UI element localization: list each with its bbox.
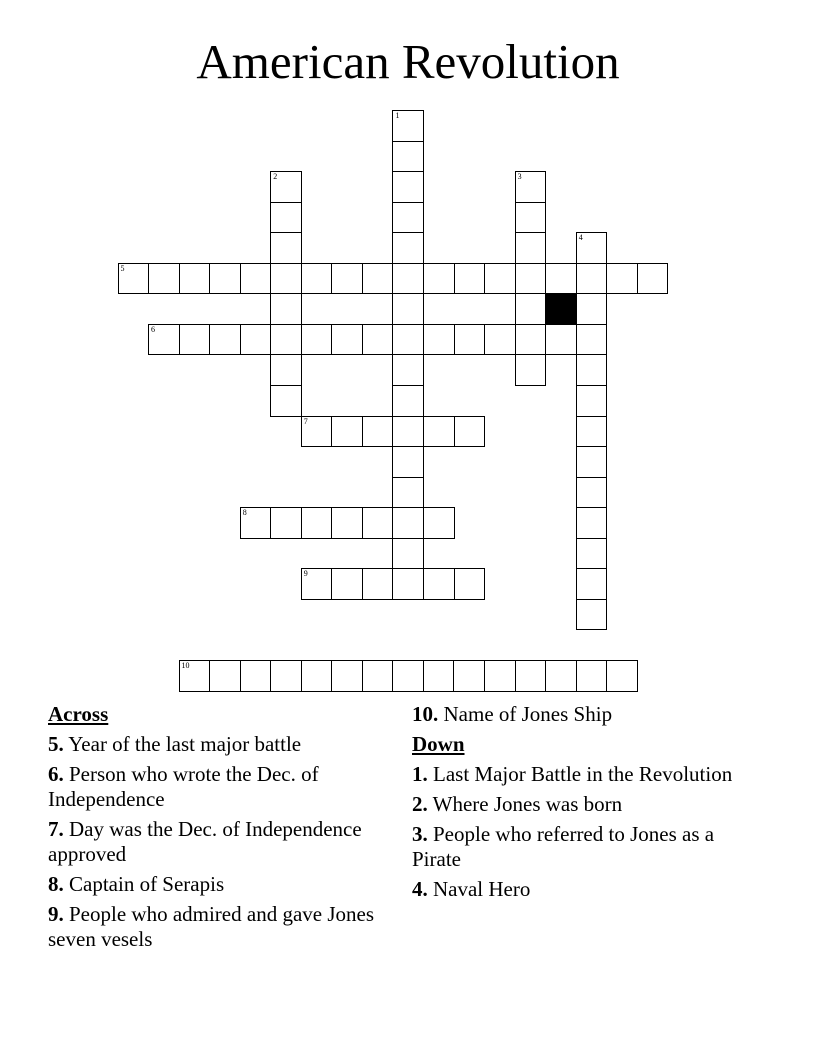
grid-cell[interactable]	[515, 202, 547, 234]
grid-cell[interactable]	[515, 354, 547, 386]
grid-cell[interactable]	[270, 385, 302, 417]
clues-column-left	[48, 702, 378, 957]
clue-number: 6.	[48, 762, 64, 786]
grid-cell[interactable]	[392, 293, 424, 325]
grid-cell[interactable]	[270, 232, 302, 264]
grid-cell[interactable]	[392, 660, 424, 692]
grid-cell[interactable]	[270, 263, 302, 295]
cell-number: 8	[242, 508, 247, 518]
grid-cell[interactable]	[454, 416, 486, 448]
grid-cell[interactable]	[392, 446, 424, 478]
clue-text: Person who wrote the Dec. of Independence	[48, 762, 319, 811]
grid-cell[interactable]	[270, 293, 302, 325]
grid-cell[interactable]	[209, 324, 241, 356]
grid-cell[interactable]	[301, 416, 333, 448]
cell-number: 4	[578, 233, 583, 243]
grid-cell[interactable]	[301, 660, 333, 692]
grid-cell[interactable]	[637, 263, 669, 295]
grid-cell[interactable]	[484, 660, 516, 692]
grid-cell[interactable]	[576, 477, 608, 509]
grid-cell[interactable]	[301, 324, 333, 356]
grid-cell[interactable]	[331, 416, 363, 448]
grid-cell[interactable]	[423, 568, 455, 600]
grid-cell[interactable]	[179, 660, 211, 692]
grid-cell[interactable]	[454, 263, 486, 295]
clue-across-7	[48, 817, 378, 867]
grid-cell[interactable]	[515, 232, 547, 264]
clue-across-10	[412, 702, 752, 727]
grid-cell[interactable]	[576, 538, 608, 570]
grid-cell[interactable]	[331, 324, 363, 356]
grid-cell[interactable]	[606, 263, 638, 295]
clue-number: 2.	[412, 792, 428, 816]
grid-cell[interactable]	[392, 477, 424, 509]
grid-cell[interactable]	[362, 660, 394, 692]
grid-cell[interactable]	[301, 507, 333, 539]
cell-number: 10	[181, 661, 190, 670]
grid-cell[interactable]	[515, 660, 547, 692]
grid-cell[interactable]	[362, 263, 394, 295]
grid-cell[interactable]	[179, 263, 211, 295]
grid-cell[interactable]	[240, 507, 272, 539]
grid-cell[interactable]	[484, 324, 516, 356]
grid-cell[interactable]	[331, 507, 363, 539]
grid-cell[interactable]	[331, 660, 363, 692]
grid-cell[interactable]	[240, 263, 272, 295]
clue-text: Where Jones was born	[432, 792, 623, 816]
grid-cell[interactable]	[515, 263, 547, 295]
grid-cell[interactable]	[362, 507, 394, 539]
clue-down-4	[412, 877, 752, 902]
clue-text: People who admired and gave Jones seven vesels	[48, 902, 375, 951]
grid-cell[interactable]	[240, 324, 272, 356]
grid-cell[interactable]	[423, 660, 455, 692]
grid-cell[interactable]	[270, 507, 302, 539]
grid-cell[interactable]	[392, 263, 424, 295]
black-square	[545, 293, 577, 325]
grid-cell[interactable]	[148, 324, 180, 356]
down-heading: Down	[412, 732, 465, 756]
grid-cell[interactable]	[392, 507, 424, 539]
clues-column-right	[412, 702, 752, 907]
grid-cell[interactable]	[331, 568, 363, 600]
clue-number: 10.	[412, 702, 439, 726]
grid-cell[interactable]	[515, 324, 547, 356]
grid-cell[interactable]	[453, 660, 485, 692]
grid-cell[interactable]	[576, 232, 608, 264]
page-title: American Revolution	[196, 34, 620, 89]
clue-text: Last Major Battle in the Revolution	[433, 762, 733, 786]
grid-cell[interactable]	[209, 660, 241, 692]
grid-cell[interactable]	[545, 660, 577, 692]
grid-cell[interactable]	[576, 416, 608, 448]
grid-cell[interactable]	[209, 263, 241, 295]
clue-text: Name of Jones Ship	[443, 702, 613, 726]
grid-cell[interactable]	[392, 141, 424, 173]
clue-number: 1.	[412, 762, 428, 786]
grid-cell[interactable]	[576, 599, 608, 631]
cell-number: 2	[273, 172, 278, 182]
grid-cell[interactable]	[576, 446, 608, 478]
grid-cell[interactable]	[392, 110, 424, 142]
grid-cell[interactable]	[148, 263, 180, 295]
grid-cell[interactable]	[515, 171, 547, 203]
grid-cell[interactable]	[423, 507, 455, 539]
grid-cell[interactable]	[392, 171, 424, 203]
grid-cell[interactable]	[576, 293, 608, 325]
grid-cell[interactable]	[392, 385, 424, 417]
clue-text: Captain of Serapis	[69, 872, 225, 896]
cell-number: 9	[303, 569, 308, 579]
clue-number: 4.	[412, 877, 428, 901]
grid-cell[interactable]	[392, 354, 424, 386]
grid-cell[interactable]	[392, 538, 424, 570]
grid-cell[interactable]	[362, 324, 394, 356]
grid-cell[interactable]	[545, 263, 577, 295]
grid-cell[interactable]	[576, 263, 608, 295]
grid-cell[interactable]	[118, 263, 150, 295]
clue-text: People who referred to Jones as a Pirate	[412, 822, 715, 871]
grid-cell[interactable]	[270, 660, 302, 692]
grid-cell[interactable]	[576, 568, 608, 600]
clue-down-2	[412, 792, 752, 817]
grid-cell[interactable]	[423, 263, 455, 295]
across-heading: Across	[48, 702, 109, 726]
cell-number: 1	[395, 111, 400, 120]
grid-cell[interactable]	[362, 568, 394, 600]
clue-number: 7.	[48, 817, 64, 841]
clue-text: Year of the last major battle	[68, 732, 302, 756]
clue-down-3	[412, 822, 752, 872]
grid-cell[interactable]	[484, 263, 516, 295]
grid-cell[interactable]	[179, 324, 211, 356]
grid-cell[interactable]	[270, 171, 302, 203]
grid-cell[interactable]	[392, 202, 424, 234]
clue-number: 8.	[48, 872, 64, 896]
clue-number: 9.	[48, 902, 64, 926]
clue-number: 3.	[412, 822, 428, 846]
clue-text: Day was the Dec. of Independence approved	[48, 817, 362, 866]
grid-cell[interactable]	[454, 568, 486, 600]
clue-down-1	[412, 762, 752, 787]
grid-cell[interactable]	[423, 324, 455, 356]
grid-cell[interactable]	[545, 324, 577, 356]
grid-cell[interactable]	[240, 660, 272, 692]
cell-number: 5	[120, 263, 125, 273]
grid-cell[interactable]	[301, 263, 333, 295]
grid-cell[interactable]	[392, 568, 424, 600]
grid-cell[interactable]	[392, 324, 424, 356]
grid-cell[interactable]	[301, 568, 333, 600]
grid-cell[interactable]	[362, 416, 394, 448]
grid-cell[interactable]	[606, 660, 638, 692]
grid-cell[interactable]	[270, 202, 302, 234]
cell-number: 3	[517, 172, 522, 182]
grid-cell[interactable]	[270, 354, 302, 386]
grid-cell[interactable]	[576, 507, 608, 539]
grid-cell[interactable]	[392, 416, 424, 448]
grid-cell[interactable]	[576, 660, 608, 692]
clue-across-8	[48, 872, 378, 897]
grid-cell[interactable]	[454, 324, 486, 356]
clue-across-9	[48, 902, 378, 952]
clue-number: 5.	[48, 732, 64, 756]
grid-cell[interactable]	[423, 416, 455, 448]
grid-cell[interactable]	[576, 324, 608, 356]
clue-text: Naval Hero	[433, 877, 531, 901]
grid-cell[interactable]	[270, 324, 302, 356]
clue-across-6	[48, 762, 378, 812]
cell-number: 7	[303, 416, 308, 426]
grid-cell[interactable]	[331, 263, 363, 295]
cell-number: 6	[151, 324, 156, 334]
clue-across-5	[48, 732, 378, 757]
grid-cell[interactable]	[576, 385, 608, 417]
grid-cell[interactable]	[392, 232, 424, 264]
grid-cell[interactable]	[515, 293, 547, 325]
grid-cell[interactable]	[576, 354, 608, 386]
